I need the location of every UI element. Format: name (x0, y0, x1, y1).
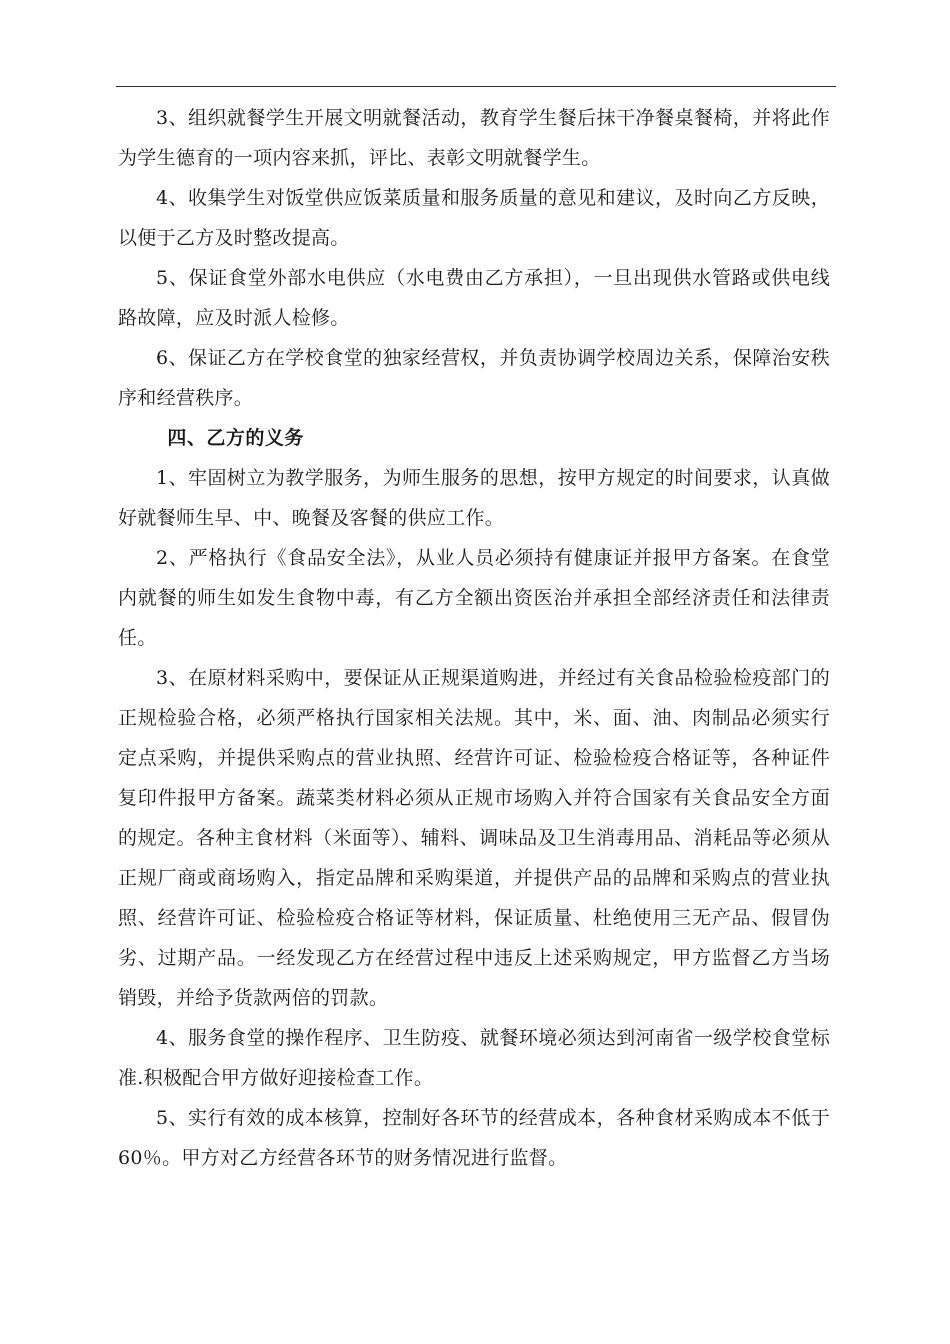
clause-3-paragraph: 3、组织就餐学生开展文明就餐活动，教育学生餐后抹干净餐桌餐椅，并将此作为学生德育的一项内容来抓，评比、表彰文明就餐学生。 (118, 107, 830, 169)
document-body (118, 98, 830, 1178)
obligation-3-paragraph: 3、在原材料采购中，要保证从正规渠道购进，并经过有关食品检验检疫部门的正规检验合格，必须严格执行国家相关法规。其中，米、面、油、肉制品必须实行定点采购，并提供采购点的营业执照、经营许可证、检验检疫合格证等，各种证件复印件报甲方备案。蔬菜类材料必须从正规市场购入并符合国家有关食品安全方面的规定。各种主食材料（米面等）、辅料、调味品及卫生消毒用品、消耗品等必须从正规厂商或商场购入，指定品牌和采购渠道，并提供产品的品牌和采购点的营业执照、经营许可证、检验检疫合格证等材料，保证质量、杜绝使用三无产品、假冒伪劣、过期产品。一经发现乙方在经营过程中违反上述采购规定，甲方监督乙方当场销毁，并给予货款两倍的罚款。 (118, 667, 830, 1009)
clause-6-paragraph: 6、保证乙方在学校食堂的独家经营权，并负责协调学校周边关系，保障治安秩序和经营秩序。 (118, 347, 830, 409)
obligation-2-paragraph: 2、严格执行《食品安全法》，从业人员必须持有健康证并报甲方备案。在食堂内就餐的师生如发生食物中毒，有乙方全额出资医治并承担全部经济责任和法律责任。 (118, 547, 830, 649)
clause-5-paragraph: 5、保证食堂外部水电供应（水电费由乙方承担），一旦出现供水管路或供电线路故障，应及时派人检修。 (118, 267, 830, 329)
obligation-5-paragraph: 5、实行有效的成本核算，控制好各环节的经营成本，各种食材采购成本不低于 60％。甲方对乙方经营各环节的财务情况进行监督。 (118, 1107, 830, 1169)
section-heading: 四、乙方的义务 (167, 427, 304, 449)
obligation-1-paragraph: 1、牢固树立为教学服务，为师生服务的思想，按甲方规定的时间要求，认真做好就餐师生早、中、晚餐及客餐的供应工作。 (118, 467, 830, 529)
clause-4-paragraph: 4、收集学生对饭堂供应饭菜质量和服务质量的意见和建议，及时向乙方反映，以便于乙方及时整改提高。 (118, 187, 830, 249)
obligation-4-paragraph: 4、服务食堂的操作程序、卫生防疫、就餐环境必须达到河南省一级学校食堂标准.积极配合甲方做好迎接检查工作。 (118, 1027, 830, 1089)
header-rule (116, 86, 836, 87)
